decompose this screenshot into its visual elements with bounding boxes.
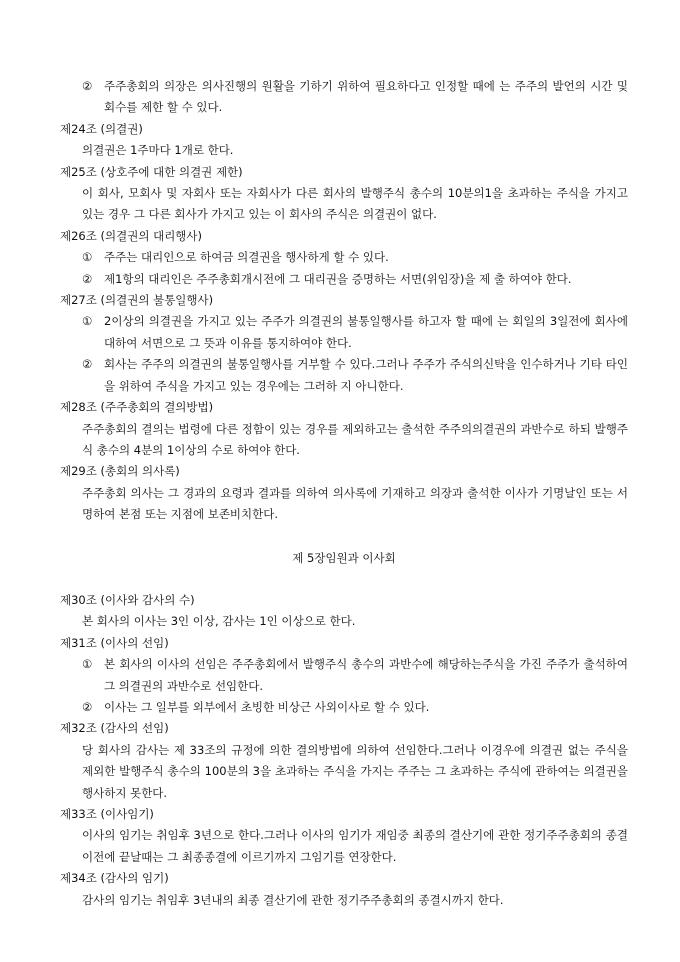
article [60,633,628,719]
article [60,868,628,911]
article [60,119,628,162]
item-text: 이사는 그 일부를 외부에서 초빙한 비상근 사외이사로 할 수 있다. [104,699,430,714]
item-number: ① [82,657,93,672]
article [60,397,628,461]
article-heading: 제29조 (총회의 의사록) [60,464,180,479]
article-body: 주주총회의 결의는 법령에 다른 정함이 있는 경우를 제외하고는 출석한 주주의의결권의 과반수로 하되 발행주식 총수의 4분의 1이상의 수로 하여야 한다. [82,421,628,457]
article [60,162,628,226]
article [60,590,628,633]
article-item [60,247,628,268]
articles-section-1 [60,119,628,526]
item-text: 회사는 주주의 의결권의 불통일행사를 거부할 수 있다.그러나 주주가 주식의신탁을 인수하거나 기타 타인을 위하여 주식을 가지고 있는 경우에는 그러하 지 아니한다. [104,357,628,393]
article-heading: 제28조 (주주총회의 결의방법) [60,400,214,415]
item-text: 주주총회의 의장은 의사진행의 원활을 기하기 위하여 필요하다고 인정할 때에 는 주주의 발언의 시간 및 회수를 제한 할 수 있다. [104,79,628,115]
article-body: 본 회사의 이사는 3인 이상, 감사는 1인 이상으로 한다. [82,614,356,629]
articles-section-2 [60,590,628,911]
article-item [60,269,628,290]
article-item [60,654,628,697]
item-number: ② [82,357,93,372]
article-heading: 제32조 (감사의 선임) [60,721,169,736]
item-number: ② [82,699,93,714]
item-number: ① [82,314,93,329]
item-number: ① [82,250,93,265]
article-heading: 제34조 (감사의 임기) [60,871,169,886]
article-heading: 제27조 (의결권의 불통일행사) [60,293,214,308]
article [60,290,628,397]
article-heading: 제30조 (이사와 감사의 수) [60,592,195,607]
article-body: 이사의 임기는 취임후 3년으로 한다.그러나 이사의 임기가 재임중 최종의 결산기에 관한 정기주주총회의 종결 이전에 끝날때는 그 최종종결에 이르기까지 그임기를 연장한다. [82,828,628,864]
article-heading: 제33조 (이사임기) [60,807,154,821]
article-body: 이 회사, 모회사 및 자회사 또는 자회사가 다른 회사의 발행주식 총수의 10분의1을 초과하는 주식을 가지고 있는 경우 그 다른 회사가 가지고 있는 이 회사의 주식은 의결권이 없다. [82,186,628,222]
chapter-title: 제 5장임원과 이사회 [292,550,396,565]
article-item [60,311,628,354]
article-item [60,354,628,397]
article-body: 의결권은 1주마다 1개로 한다. [82,143,234,158]
article-heading: 제25조 (상호주에 대한 의결권 제한) [60,164,243,179]
article-body: 감사의 임기는 취임후 3년내의 최종 결산기에 관한 정기주주총회의 종결시까지 한다. [82,892,504,907]
item-text: 2이상의 의결권을 가지고 있는 주주가 의결권의 불통일행사를 하고자 할 때에 는 회일의 3일전에 회사에 대하여 서면으로 그 뜻과 이유를 통지하여야 한다. [104,314,628,350]
item-number: ② [82,271,93,286]
item-text: 본 회사의 이사의 선임은 주주총회에서 발행주식 총수의 과반수에 해당하는주식을 가진 주주가 출석하여 그 의결권의 과반수로 선임한다. [104,657,628,693]
article-item [60,697,628,718]
article [60,226,628,290]
article [60,461,628,525]
article-heading: 제24조 (의결권) [60,121,143,136]
article-body: 당 회사의 감사는 제 33조의 규정에 의한 결의방법에 의하여 선임한다.그러나 이경우에 의결권 없는 주식을 제외한 발행주식 총수의 100분의 3을 초과하는 주식을 가지는 주주는 그 초과하는 주식에 관하여는 의결권을 행사하지 못한다. [82,742,628,800]
article-body: 주주총회 의사는 그 경과의 요령과 결과를 의하여 의사록에 기재하고 의장과 출석한 이사가 기명날인 또는 서명하여 본점 또는 지점에 보존비치한다. [82,485,628,522]
lead-item [60,76,628,119]
article-heading: 제31조 (이사의 선임) [60,635,169,650]
article [60,804,628,868]
article [60,718,628,804]
item-text: 제1항의 대리인은 주주총회개시전에 그 대리권을 증명하는 서면(위임장)을 제 출 하여야 한다. [104,271,572,286]
article-heading: 제26조 (의결권의 대리행사) [60,228,203,243]
item-text: 주주는 대리인으로 하여금 의결권을 행사하게 할 수 있다. [104,250,389,265]
item-number: ② [82,79,93,93]
